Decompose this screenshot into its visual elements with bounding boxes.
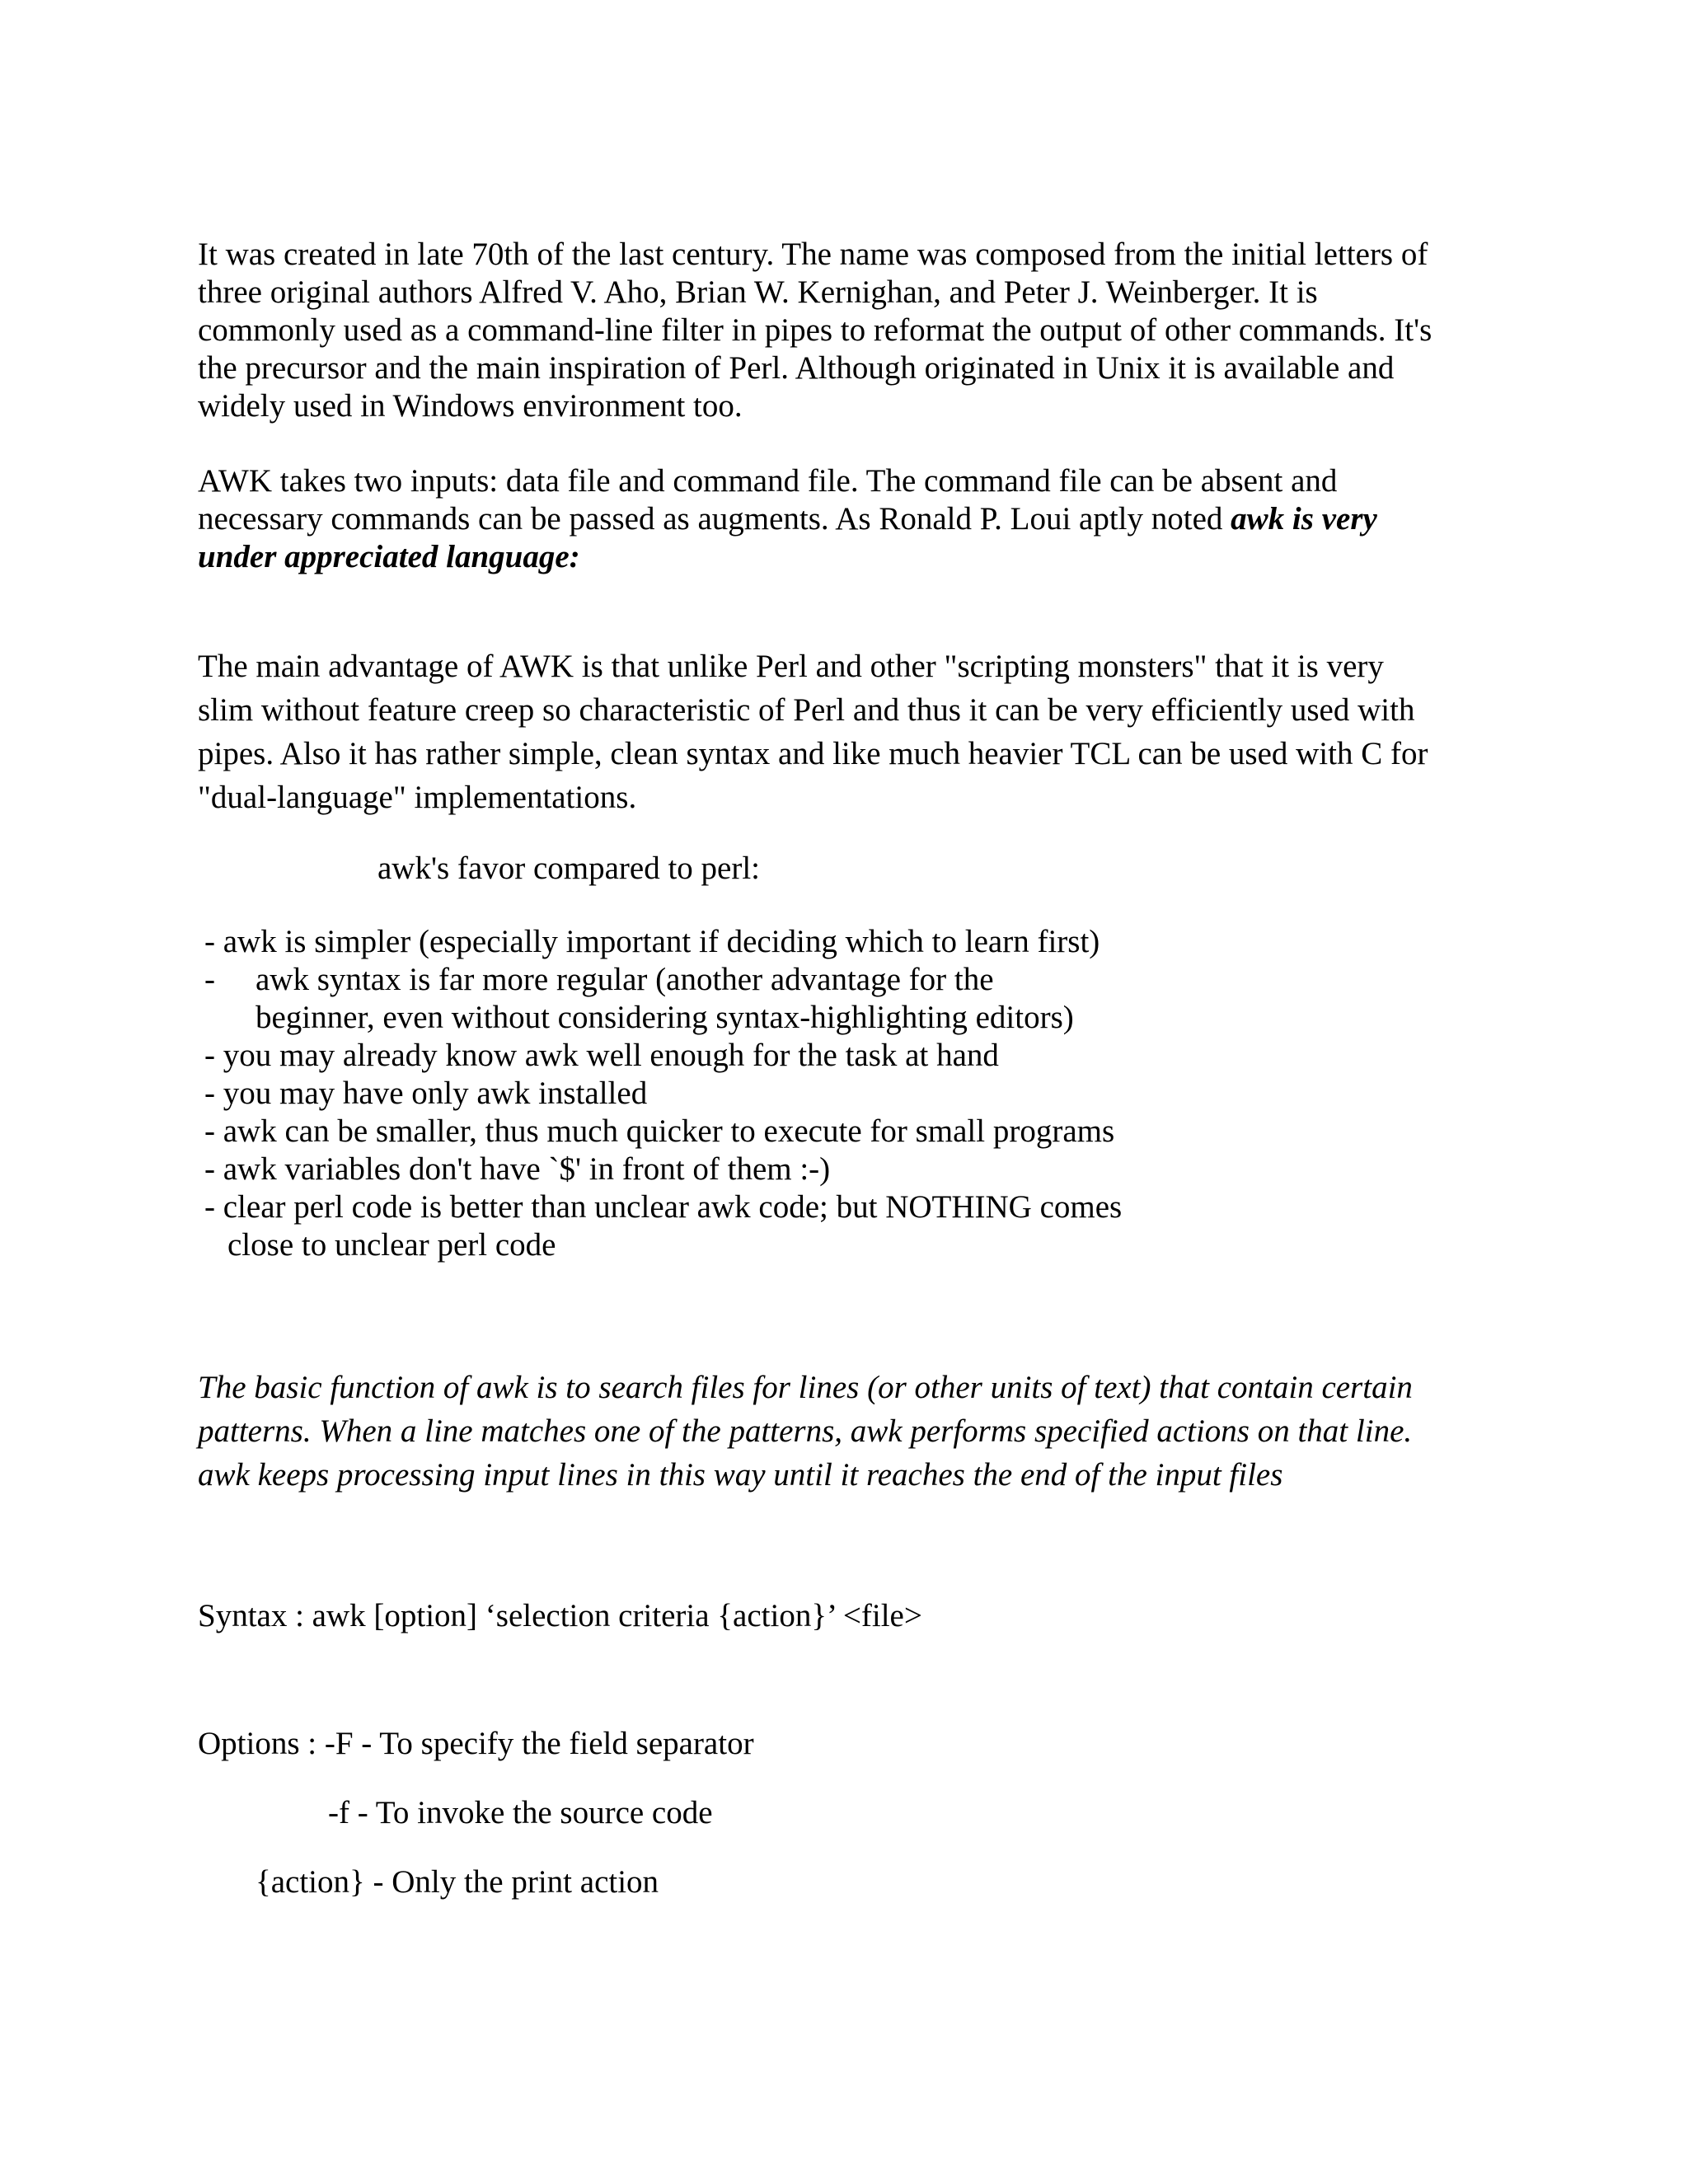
inputs-line-text: necessary commands can be passed as augments. As Ronald P. Loui aptly noted [198,501,1231,537]
basic-line: The basic function of awk is to search files for lines (or other units of text) that contain certain [198,1370,1413,1405]
inputs-line [198,500,1377,538]
inputs-paragraph [198,462,1377,576]
list-item: - clear perl code is better than unclear awk code; but NOTHING comes [204,1189,1123,1225]
list-item-text: awk syntax is far more regular (another advantage for the [256,962,994,997]
list-item: - awk is simpler (especially important if deciding which to learn first) [204,924,1100,959]
options-line-f: -f - To invoke the source code [328,1795,713,1830]
basic-line: patterns. When a line matches one of the patterns, awk performs specified actions on that line. [198,1413,1413,1449]
intro-line: three original authors Alfred V. Aho, Brian W. Kernighan, and Peter J. Weinberger. It is [198,274,1318,310]
list-item-continuation: beginner, even without considering syntax-highlighting editors) [256,1000,1074,1035]
intro-paragraph [198,236,1432,425]
list-dash: - [204,962,215,997]
favor-heading: awk's favor compared to perl: [377,851,761,886]
list-item: - you may have only awk installed [204,1076,648,1111]
advantage-paragraph [198,644,1428,819]
options-line-action: {action} - Only the print action [256,1864,659,1900]
list-item [204,961,1122,999]
list-item: - awk can be smaller, thus much quicker to execute for small programs [204,1113,1115,1149]
advantage-line: The main advantage of AWK is that unlike Perl and other "scripting monsters" that it is very [198,649,1384,684]
basic-line: awk keeps processing input lines in this way until it reaches the end of the input files [198,1457,1283,1493]
intro-line: the precursor and the main inspiration of Perl. Although originated in Unix it is available and [198,350,1395,386]
inputs-line: AWK takes two inputs: data file and command file. The command file can be absent and [198,463,1338,499]
emphasis-quote: under appreciated language: [198,539,580,574]
list-item-continuation: close to unclear perl code [227,1227,556,1263]
options-line-F: Options : -F - To specify the field separator [198,1726,754,1761]
basic-function-paragraph [198,1366,1413,1497]
favor-list [204,923,1122,1264]
emphasis-quote: awk is very [1231,501,1377,537]
intro-line: commonly used as a command-line filter in pipes to reformat the output of other commands. It's [198,312,1432,348]
intro-line: It was created in late 70th of the last century. The name was composed from the initial letters of [198,237,1428,272]
advantage-line: "dual-language" implementations. [198,780,637,815]
syntax-line: Syntax : awk [option] ‘selection criteria {action}’ <file> [198,1598,922,1633]
advantage-line: pipes. Also it has rather simple, clean syntax and like much heavier TCL can be used with C for [198,736,1428,771]
intro-line: widely used in Windows environment too. [198,388,743,424]
list-item: - you may already know awk well enough for the task at hand [204,1038,999,1073]
advantage-line: slim without feature creep so characteristic of Perl and thus it can be very efficiently used with [198,692,1415,728]
list-item: - awk variables don't have `$' in front of them :-) [204,1151,831,1187]
